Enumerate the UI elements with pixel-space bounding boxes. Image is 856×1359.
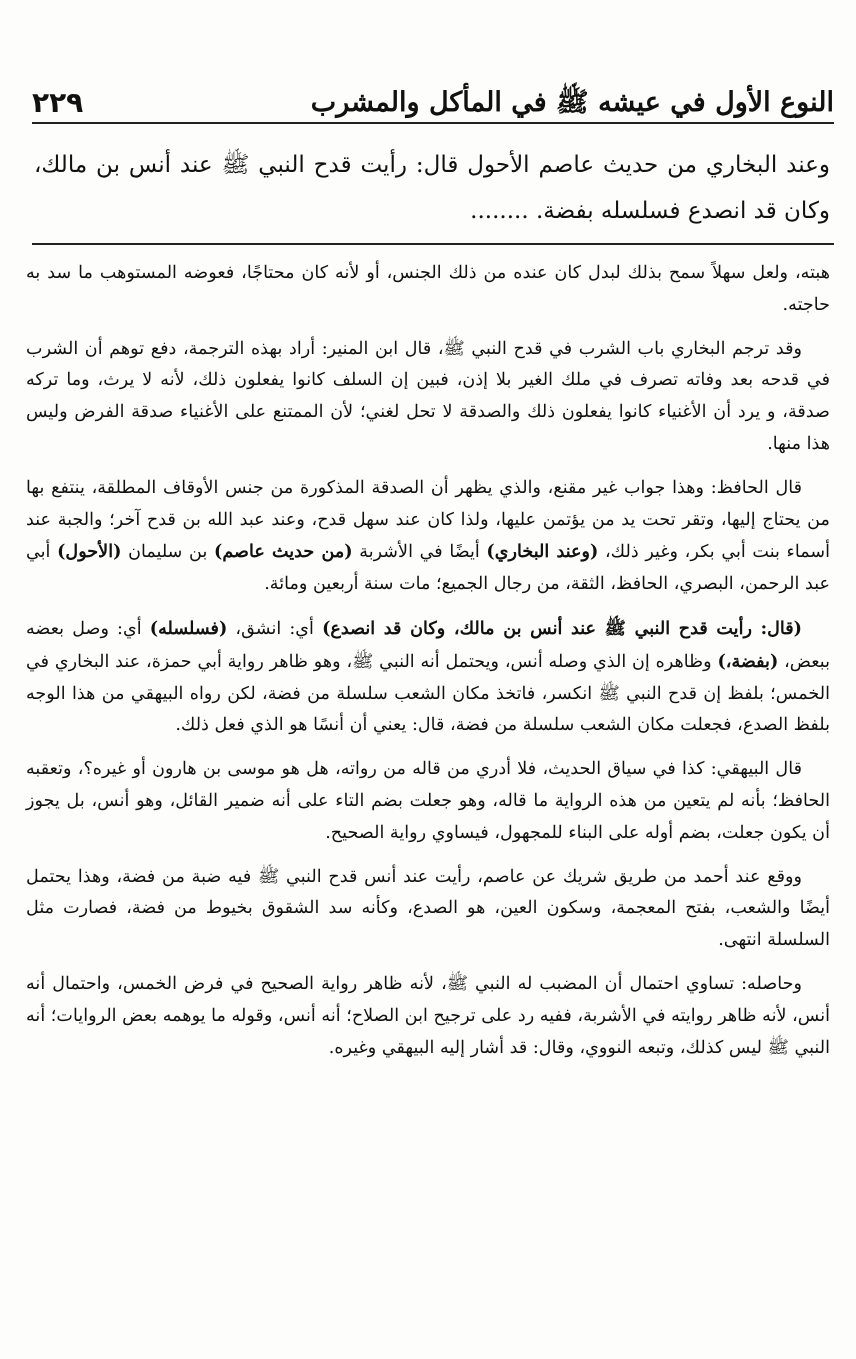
text-segment: أيضًا في الأشربة [352,542,487,563]
commentary-paragraph [26,862,830,957]
text-segment: وحاصله: تساوي احتمال أن المضبب له النبي ﷺ، لأنه ظاهر رواية الصحيح في فرض الخمس، واحتمال أنه أنس، لأنه ظاهر روايته في الأشربة، ففيه رد على ترجيح ابن الصلاح؛ أنه أنس، وقوله ما يوهمه بعض الروايات؛ أنه النبي ﷺ ليس كذلك، وتبعه النووي، وقال: قد أشار إليه البيهقي وغيره. [26,973,830,1058]
text-segment: أي: وصل بعضه ببعض، [26,618,830,672]
commentary-paragraph [26,334,830,461]
bold-quote-segment: (بفضة،) [717,650,779,672]
commentary-paragraph [26,754,830,849]
text-segment: أي: انشق، [227,618,323,639]
text-segment: أبي عبد الرحمن، البصري، الحافظ، الثقة، من رجال الجميع؛ مات سنة أربعين ومائة. [26,542,830,595]
text-separator-rule [32,243,834,245]
commentary-paragraph [26,258,830,322]
bold-quote-segment: (قال: رأيت قدح النبي ﷺ عند أنس بن مالك، وكان قد انصدع) [322,617,802,639]
commentary-block [26,258,830,1076]
text-segment: قال البيهقي: كذا في سياق الحديث، فلا أدري من قاله من رواته، هل هو موسى بن هارون أو غيره؟، وتعقبه الحافظ؛ بأنه لم يتعين من هذه الرواية ما قاله، وهو جعلت بضم التاء على أنه ضمير القائل، وهو أنس، بل يجوز أن يكون جعلت، بضم أوله على البناء للمجهول، فيساوي رواية الصحيح. [26,759,830,843]
running-header [32,78,834,120]
text-segment: قال الحافظ: وهذا جواب غير مقنع، والذي يظهر أن الصدقة المذكورة من جنس الأوقاف المطلقة، ينتفع بها من يحتاج إليها، وتقر تحت يد من يؤتمن عليها، ولذا كان عند سهل قدح، وعند عبد الله بن قدح آخر؛ والجبة عند أسماء بنت أبي بكر، وغير ذلك، [26,477,830,563]
header-rule [32,122,834,124]
hadith-text: وعند البخاري من حديث عاصم الأحول قال: رأيت قدح النبي ﷺ عند أنس بن مالك، وكان قد انصدع فسلسله بفضة. [34,152,830,224]
text-segment: وقد ترجم البخاري باب الشرب في قدح النبي ﷺ، قال ابن المنير: أراد بهذه الترجمة، دفع توهم أن الشرب في قدحه بعد وفاته تصرف في ملك الغير بلا إذن، فبين إن السلف كانوا يفعلون ذلك، لأنه لا يرث، وما تركه صدقة، و يرد أن الأغنياء كانوا يفعلون ذلك والصدقة لا تحل لغني؛ لأن الممتنع على الأغنياء صدقة الفرض وليس هذا منها. [26,338,830,454]
page-number: ٢٢٩ [32,86,84,119]
running-title: النوع الأول في عيشه ﷺ في المأكل والمشرب [310,87,834,118]
text-segment: هبته، ولعل سهلاً سمح بذلك لبدل كان عنده من ذلك الجنس، أو لأنه كان محتاجًا، فعوضه المستوهب ما سد به حاجته. [26,263,830,315]
commentary-paragraph [26,969,830,1064]
text-segment: وظاهره إن الذي وصله أنس، ويحتمل أنه النبي ﷺ، وهو ظاهر رواية أبي حمزة، عند البخاري في الخمس؛ بلفظ إن قدح النبي ﷺ انكسر، فاتخذ مكان الشعب سلسلة من فضة، لكن رواه البيهقي من هذا الوجه بلفظ الصدع، فجعلت مكان الشعب سلسلة من فضة، قال: يعني أن أنسًا هو الذي فعل ذلك. [26,651,830,736]
hadith-dots: ........ [470,198,529,224]
bold-quote-segment: (الأحول) [57,541,122,563]
text-segment: ووقع عند أحمد من طريق شريك عن عاصم، رأيت عند أنس قدح النبي ﷺ فيه ضبة من فضة، وهذا يحتمل أيضًا والشعب، بفتح المعجمة، وسكون العين، هو الصدع، وكأنه سد الشقوق بخيوط من فضة، فصارت مثل السلسلة انتهى. [26,866,830,951]
commentary-paragraph [26,473,830,601]
hadith-text-block [34,142,830,234]
commentary-paragraph [26,613,830,742]
bold-quote-segment: (فسلسله) [149,617,228,639]
text-segment: بن سليمان [121,542,214,563]
bold-quote-segment: (من حديث عاصم) [214,541,353,563]
bold-quote-segment: (وعند البخاري) [486,541,599,563]
